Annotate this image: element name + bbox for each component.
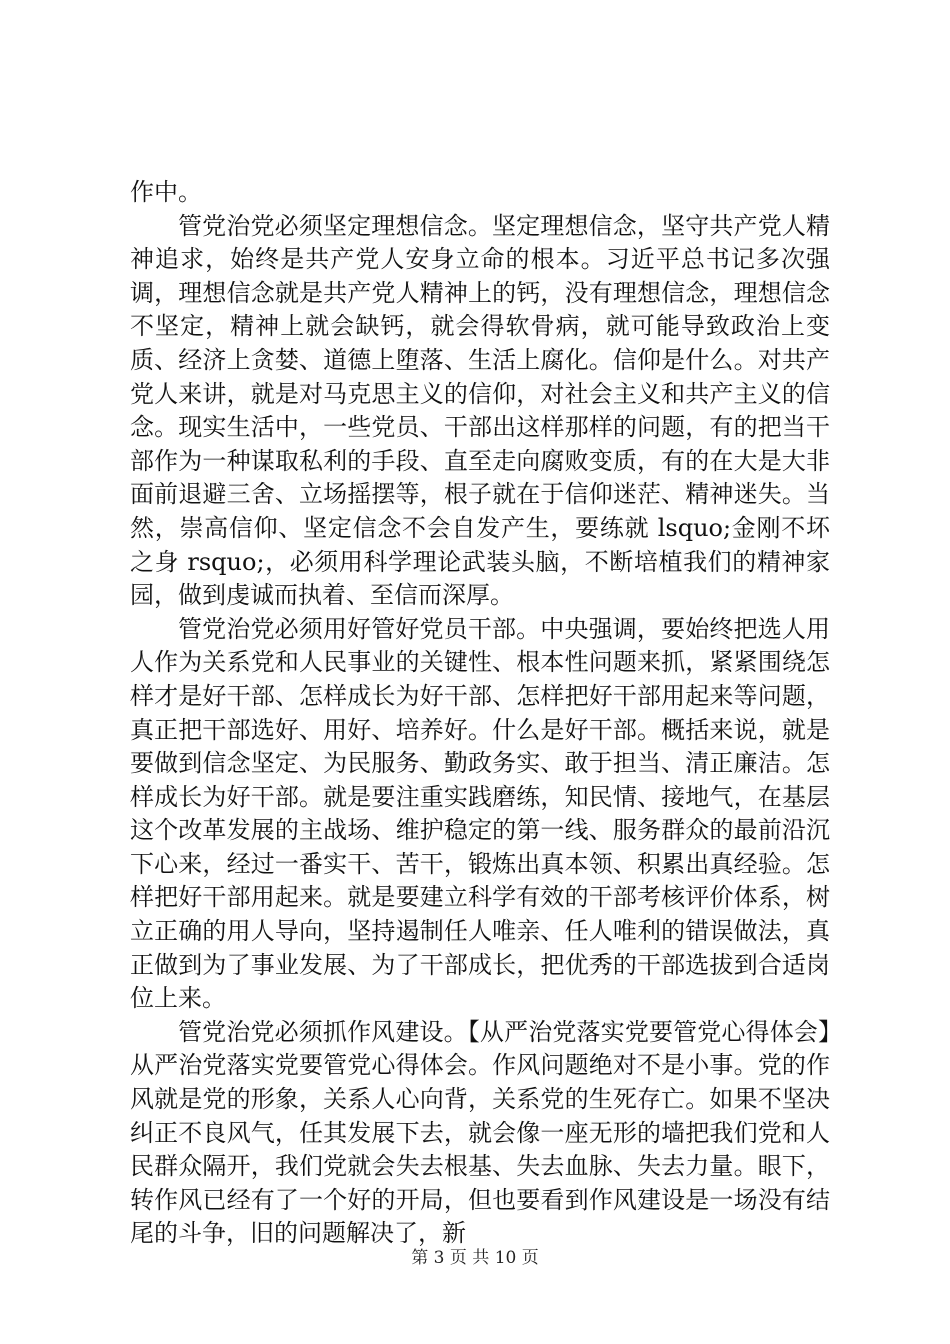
paragraph-ideals-beliefs: 管党治党必须坚定理想信念。坚定理想信念，坚守共产党人精神追求，始终是共产党人安身立命的根本。习近平总书记多次强调，理想信念就是共产党人精神上的钙，没有理想信念，理想信念不坚定，精神上就会缺钙，就会得软骨病，就可能导致政治上变质、经济上贪婪、道德上堕落、生活上腐化。信仰是什么。对共产党人来讲，就是对马克思主义的信仰，对社会主义和共产主义的信念。现实生活中，一些党员、干部出这样那样的问题，有的把当干部作为一种谋取私利的手段、直至走向腐败变质，有的在大是大非面前退避三舍、立场摇摆等，根子就在于信仰迷茫、精神迷失。当然，崇高信仰、坚定信念不会自发产生，要练就 lsquo;金刚不坏之身 rsquo;，必须用科学理论武装头脑，不断培植我们的精神家园，做到虔诚而执着、至信而深厚。 xyxy=(130,211,830,610)
document-body xyxy=(130,176,830,1251)
paragraph-work-style: 管党治党必须抓作风建设。【从严治党落实党要管党心得体会】从严治党落实党要管党心得体会。作风问题绝对不是小事。党的作风就是党的形象，关系人心向背，关系党的生死存亡。如果不坚决纠正不良风气，任其发展下去，就会像一座无形的墙把我们党和人民群众隔开，我们党就会失去根基、失去血脉、失去力量。眼下，转作风已经有了一个好的开局，但也要看到作风建设是一场没有结尾的斗争，旧的问题解决了，新 xyxy=(130,1017,830,1248)
paragraph-cadres: 管党治党必须用好管好党员干部。中央强调，要始终把选人用人作为关系党和人民事业的关键性、根本性问题来抓，紧紧围绕怎样才是好干部、怎样成长为好干部、怎样把好干部用起来等问题，真正把干部选好、用好、培养好。什么是好干部。概括来说，就是要做到信念坚定、为民服务、勤政务实、敢于担当、清正廉洁。怎样成长为好干部。就是要注重实践磨练，知民情、接地气，在基层这个改革发展的主战场、维护稳定的第一线、服务群众的最前沿沉下心来，经过一番实干、苦干，锻炼出真本领、积累出真经验。怎样把好干部用起来。就是要建立科学有效的干部考核评价体系，树立正确的用人导向，坚持遏制任人唯亲、任人唯利的错误做法，真正做到为了事业发展、为了干部成长，把优秀的干部选拔到合适岗位上来。 xyxy=(130,614,830,1013)
page-number-footer: 第 3 页 共 10 页 xyxy=(411,1248,539,1268)
paragraph-continuation: 作中。 xyxy=(130,178,202,206)
